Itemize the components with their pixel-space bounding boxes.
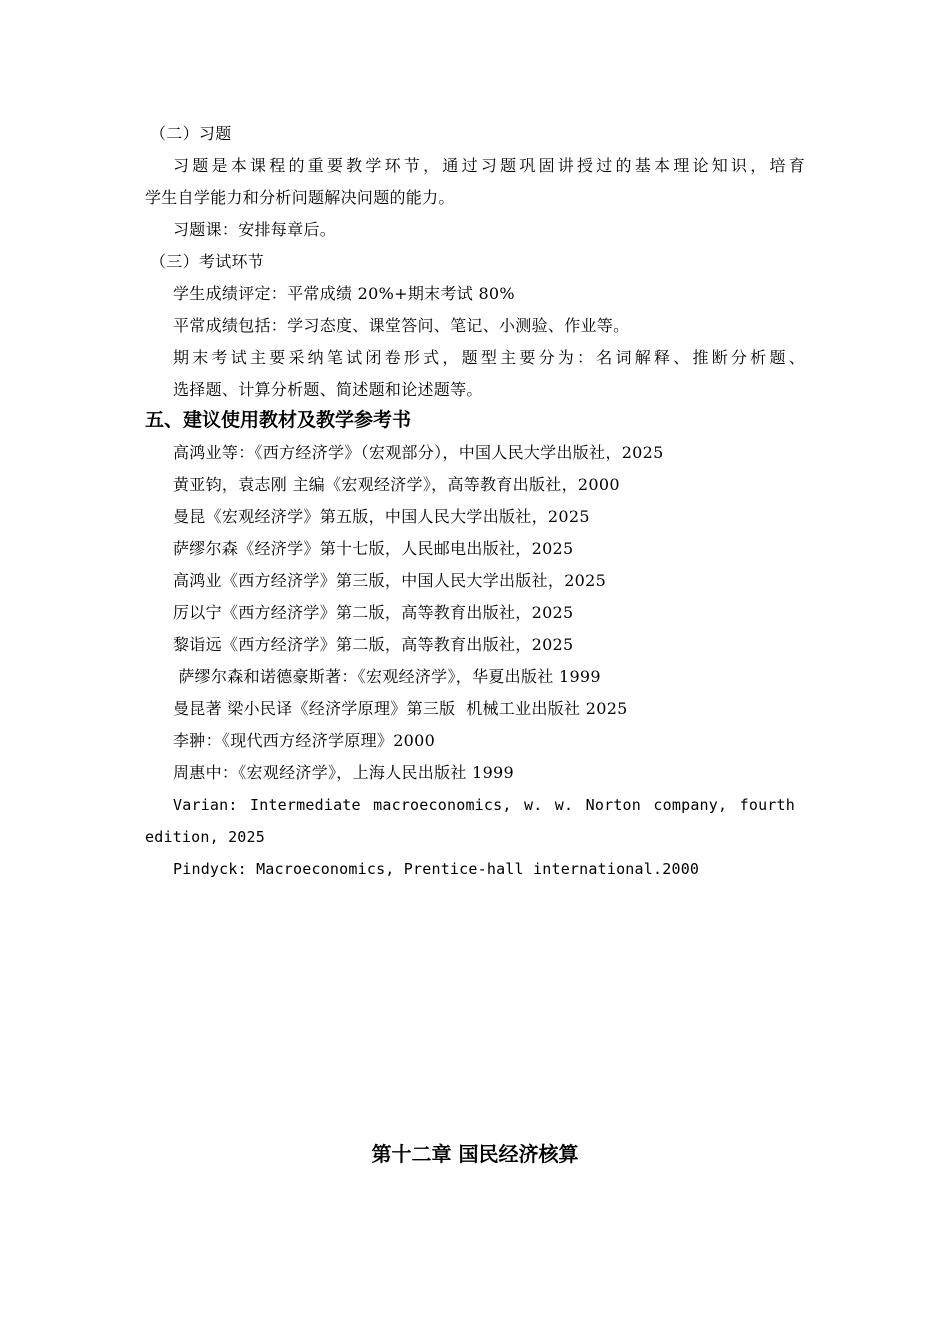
reference-item: 黄亚钧，袁志刚 主编《宏观经济学》，高等教育出版社，2000 [173, 475, 620, 494]
reference-item: 厉以宁《西方经济学》第二版，高等教育出版社，2025 [173, 603, 574, 622]
exam-form-line-2: 选择题、计算分析题、简述题和论述题等。 [173, 380, 483, 399]
reference-item: 李翀：《现代西方经济学原理》2000 [173, 731, 436, 750]
reference-item-varian-line-2: edition, 2025 [145, 828, 265, 846]
section-five-heading: 五、建议使用教材及教学参考书 [145, 409, 412, 431]
reference-item-varian-line-1: Varian: Intermediate macroeconomics, w. w. Norton company, fourth [173, 796, 795, 814]
exam-form-line-1: 期末考试主要采纳笔试闭卷形式，题型主要分为：名词解释、推断分析题、 [173, 348, 805, 367]
exercise-class-text: 习题课：安排每章后。 [173, 220, 337, 239]
grading-text: 学生成绩评定：平常成绩 20%+期末考试 80% [173, 284, 515, 303]
reference-item: 曼昆《宏观经济学》第五版，中国人民大学出版社，2025 [173, 507, 590, 526]
reference-item: 黎诣远《西方经济学》第二版，高等教育出版社，2025 [173, 635, 574, 654]
exercise-paragraph-line-1: 习题是本课程的重要教学环节，通过习题巩固讲授过的基本理论知识，培育 [173, 156, 805, 175]
chapter-title: 第十二章 国民经济核算 [371, 1142, 579, 1166]
usual-grade-text: 平常成绩包括：学习态度、课堂答问、笔记、小测验、作业等。 [173, 316, 630, 335]
exercise-paragraph-line-2: 学生自学能力和分析问题解决问题的能力。 [145, 188, 455, 207]
section-three-heading: （三）考试环节 [150, 252, 265, 271]
reference-item-pindyck: Pindyck: Macroeconomics, Prentice-hall international.2000 [173, 860, 700, 878]
reference-item: 萨缪尔森《经济学》第十七版，人民邮电出版社，2025 [173, 539, 574, 558]
reference-item: 萨缪尔森和诺德豪斯著：《宏观经济学》，华夏出版社 1999 [173, 667, 601, 686]
reference-item: 高鸿业《西方经济学》第三版，中国人民大学出版社，2025 [173, 571, 607, 590]
reference-item: 周惠中：《宏观经济学》，上海人民出版社 1999 [173, 763, 515, 782]
reference-item: 高鸿业等：《西方经济学》（宏观部分），中国人民大学出版社，2025 [173, 443, 664, 462]
reference-item: 曼昆著 梁小民译《经济学原理》第三版 机械工业出版社 2025 [173, 699, 628, 718]
section-two-heading: （二）习题 [150, 124, 232, 143]
